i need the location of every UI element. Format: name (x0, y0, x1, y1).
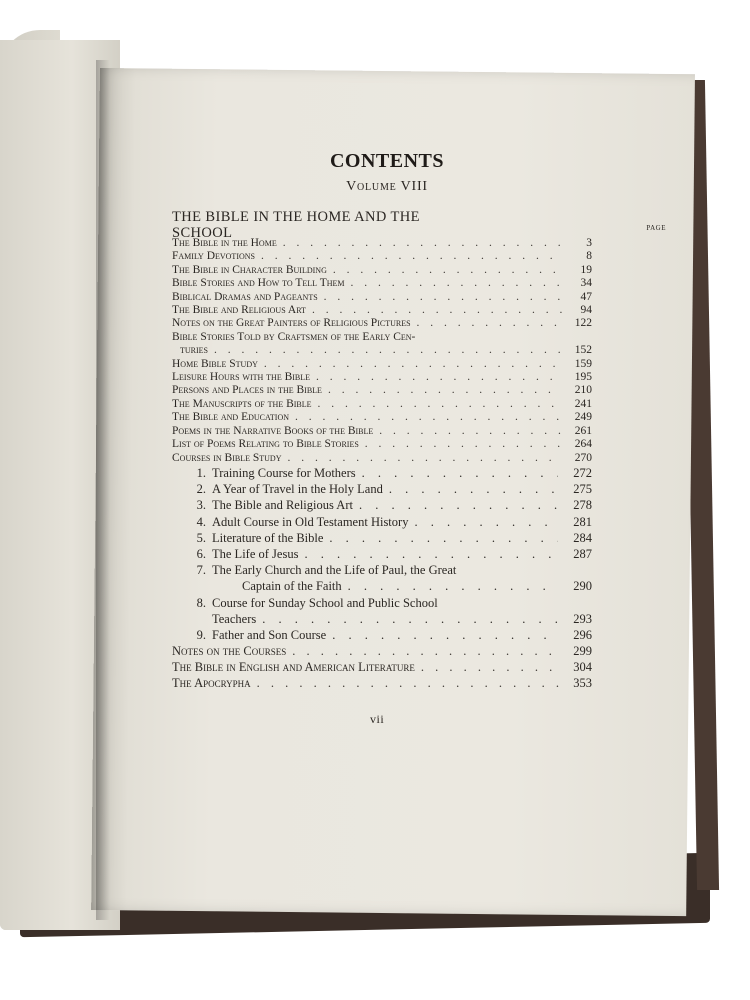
leader-dots (365, 438, 562, 451)
course-entry-cont (172, 611, 592, 627)
course-page: 293 (573, 611, 592, 626)
toc-entry-label: List of Poems Relating to Bible Stories (172, 438, 359, 451)
toc-entry-page: 261 (574, 424, 592, 437)
toc-entry-label: Notes on the Courses (172, 644, 287, 659)
toc-list (172, 237, 592, 691)
page-gutter-shadow (96, 60, 110, 920)
course-label: A Year of Travel in the Holy Land (212, 482, 383, 497)
course-page: 281 (573, 514, 592, 529)
toc-entry-page: 19 (580, 263, 592, 276)
leader-dots (379, 425, 562, 438)
course-page: 290 (573, 579, 592, 594)
toc-entry-label: The Bible in the Home (172, 237, 277, 249)
leader-dots (262, 611, 558, 627)
toc-entry-label: The Bible and Religious Art (172, 304, 306, 317)
leader-dots (295, 411, 562, 424)
leader-dots (287, 452, 562, 465)
course-label-cont: Teachers (212, 611, 257, 626)
toc-entry-label: Home Bible Study (172, 357, 258, 370)
leader-dots (421, 659, 562, 675)
toc-entry-label: Bible Stories Told by Craftsmen of the Early Cen- (172, 330, 416, 343)
leader-dots (333, 264, 562, 277)
toc-entry (172, 291, 592, 304)
leader-dots (359, 497, 558, 513)
leader-dots (304, 546, 558, 562)
toc-entry (172, 304, 592, 317)
toc-entry (172, 452, 592, 465)
toc-entry-label: Notes on the Great Painters of Religious Pictures (172, 317, 411, 330)
leader-dots (292, 643, 562, 659)
leader-dots (417, 317, 562, 330)
leader-dots (351, 277, 562, 290)
course-entry (172, 546, 592, 562)
course-number: 4. (196, 514, 206, 529)
leader-dots (283, 237, 562, 250)
course-entry (172, 497, 592, 513)
toc-entry-label: The Apocrypha (172, 676, 251, 691)
contents-header (172, 150, 602, 241)
leader-dots (362, 465, 558, 481)
toc-entry-page: 353 (573, 676, 592, 691)
toc-entry-label: Courses in Bible Study (172, 451, 282, 464)
toc-entry (172, 344, 592, 357)
toc-entry-page: 195 (574, 371, 592, 384)
course-number: 3. (196, 498, 206, 513)
leader-dots (261, 250, 562, 263)
toc-entry (172, 317, 592, 330)
course-label: The Life of Jesus (212, 546, 299, 561)
leader-dots (318, 398, 562, 411)
course-label: The Bible and Religious Art (212, 498, 353, 513)
course-page: 275 (573, 482, 592, 497)
toc-entry-label: Bible Stories and How to Tell Them (172, 277, 345, 290)
toc-entry-label: Persons and Places in the Bible (172, 384, 322, 397)
toc-entry-label-cont: turies (180, 344, 208, 357)
toc-entry (172, 398, 592, 411)
leader-dots (389, 481, 558, 497)
leader-dots (214, 344, 562, 357)
toc-entry-page: 264 (574, 438, 592, 451)
course-number: 2. (196, 482, 206, 497)
leader-dots (329, 530, 558, 546)
page-title: CONTENTS (329, 150, 445, 172)
course-entry (172, 627, 592, 643)
course-label: Adult Course in Old Testament History (212, 514, 409, 529)
toc-entry-label: The Bible in Character Building (172, 263, 327, 276)
toc-entry-label: Poems in the Narrative Books of the Bible (172, 424, 374, 437)
toc-entry (172, 411, 592, 424)
toc-entry (172, 438, 592, 451)
toc-entry (172, 643, 592, 659)
leader-dots (328, 384, 562, 397)
page-folio: vii (370, 712, 385, 726)
toc-entry-label: Family Devotions (172, 250, 255, 263)
toc-entry-page: 270 (574, 451, 592, 464)
toc-entry (172, 250, 592, 263)
leader-dots (257, 675, 562, 691)
toc-entry-page: 122 (574, 317, 592, 330)
toc-entry-page: 304 (573, 660, 592, 675)
leader-dots (312, 304, 562, 317)
toc-entry-label: The Bible in English and American Literature (172, 660, 415, 675)
toc-entry (172, 264, 592, 277)
course-number: 9. (196, 627, 206, 642)
toc-entry-page: 152 (574, 344, 592, 357)
page-column-header: PAGE (646, 224, 666, 232)
leader-dots (324, 291, 562, 304)
course-page: 278 (573, 498, 592, 513)
course-entry (172, 481, 592, 497)
toc-entry-page: 8 (586, 250, 592, 263)
toc-entry (172, 675, 592, 691)
leader-dots (264, 358, 562, 371)
toc-entry-page: 159 (574, 357, 592, 370)
leader-dots (414, 514, 558, 530)
toc-entry (172, 371, 592, 384)
toc-entry (172, 358, 592, 371)
course-number: 5. (196, 530, 206, 545)
leader-dots (332, 627, 558, 643)
course-entry (172, 514, 592, 530)
course-label: Literature of the Bible (212, 530, 324, 545)
course-page: 284 (573, 530, 592, 545)
course-label-cont: Captain of the Faith (242, 579, 342, 594)
toc-entry-page: 34 (580, 277, 592, 290)
course-entry (172, 530, 592, 546)
toc-entry-page: 3 (586, 237, 592, 249)
toc-entry-page: 241 (574, 397, 592, 410)
toc-entry-label: Biblical Dramas and Pageants (172, 290, 318, 303)
toc-entry-page: 47 (580, 290, 592, 303)
toc-entry-page: 249 (574, 411, 592, 424)
toc-entry-page: 210 (574, 384, 592, 397)
course-page: 272 (573, 465, 592, 480)
toc-entry (172, 425, 592, 438)
toc-entry-label: Leisure Hours with the Bible (172, 371, 311, 384)
section-title: THE BIBLE IN THE HOME AND THE SCHOOL (172, 209, 420, 241)
course-entry (172, 465, 592, 481)
course-number: 8. (196, 595, 206, 610)
toc-entry (172, 277, 592, 290)
course-page: 296 (573, 627, 592, 642)
toc-entry (172, 237, 592, 250)
volume-label: Volume VIII (346, 179, 428, 194)
leader-dots (316, 371, 562, 384)
course-number: 1. (196, 465, 206, 480)
leader-dots (348, 578, 558, 594)
course-entry (172, 595, 592, 611)
course-number: 7. (196, 563, 206, 578)
course-label: The Early Church and the Life of Paul, the Great (212, 563, 457, 578)
toc-entry-page: 299 (573, 644, 592, 659)
toc-entry-label: The Bible and Education (172, 411, 290, 424)
course-number: 6. (196, 546, 206, 561)
course-label: Training Course for Mothers (212, 465, 356, 480)
toc-entry (172, 659, 592, 675)
course-label: Course for Sunday School and Public School (212, 595, 438, 610)
toc-entry (172, 384, 592, 397)
toc-entry-page: 94 (580, 304, 592, 317)
course-entry (172, 562, 592, 578)
course-label: Father and Son Course (212, 627, 327, 642)
course-page: 287 (573, 546, 592, 561)
toc-entry-label: The Manuscripts of the Bible (172, 397, 312, 410)
course-entry-cont (172, 578, 592, 594)
